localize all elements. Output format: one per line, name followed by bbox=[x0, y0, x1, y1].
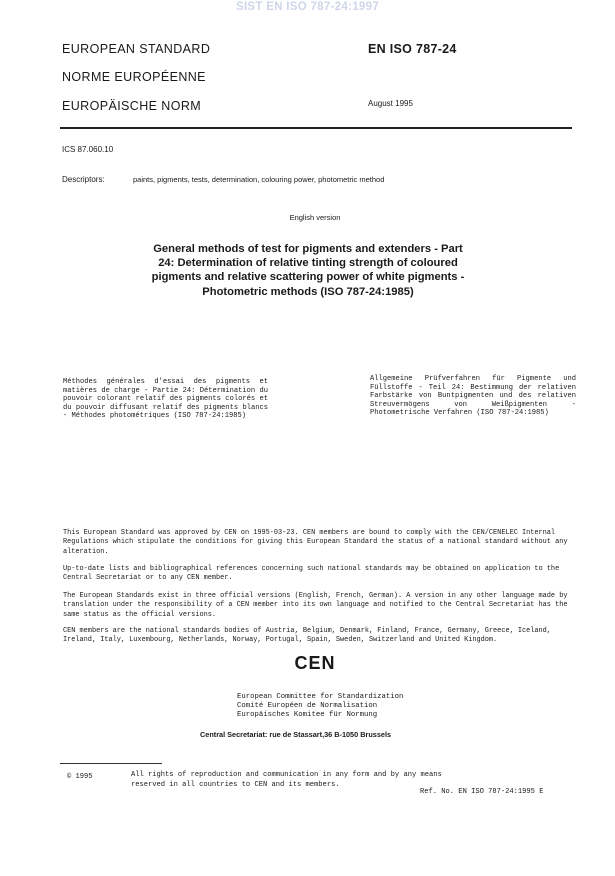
rights-statement: All rights of reproduction and communication in any form and by any means reserved in all countries to CEN and its members. bbox=[131, 771, 442, 789]
members-paragraph: CEN members are the national standards bodies of Austria, Belgium, Denmark, Finland, France, Germany, Greece, Iceland, Ireland, Italy, Luxembourg, Netherlands, Norway, Portugal, Spain, Sweden, Switzerland and United Kingdom. bbox=[63, 627, 551, 645]
committee-names bbox=[237, 693, 403, 721]
document-watermark: SIST EN ISO 787-24:1997 bbox=[235, 1, 380, 13]
standard-name-de: EUROPÄISCHE NORM bbox=[62, 99, 202, 113]
standard-name-en: EUROPEAN STANDARD bbox=[62, 42, 211, 56]
document-title: General methods of test for pigments and extenders - Part 24: Determination of relative tinting strength of coloured pigments and relative scattering power of white pigments - Photometric methods (ISO 787-24:1985) bbox=[151, 243, 465, 298]
secretariat-address: Central Secretariat: rue de Stassart,36 B-1050 Brussels bbox=[200, 730, 392, 739]
publication-date: August 1995 bbox=[368, 99, 413, 108]
descriptors-label: Descriptors: bbox=[62, 175, 105, 184]
footer-divider bbox=[60, 763, 162, 764]
reference-number: Ref. No. EN ISO 787-24:1995 E bbox=[420, 788, 544, 796]
language-version: English version bbox=[289, 213, 341, 222]
committee-name-en: European Committee for Standardization bbox=[237, 693, 404, 701]
standard-code: EN ISO 787-24 bbox=[368, 42, 457, 56]
title-german: Allgemeine Prüfverfahren für Pigmente und Füllstoffe - Teil 24: Bestimmung der relativen Farbstärke von Buntpigmenten und des relativen Streuvermögens von Weißpigmenten - Photometrische Verfahren (ISO 787-24:1985) bbox=[370, 375, 576, 418]
standard-name-fr: NORME EUROPÉENNE bbox=[62, 70, 206, 84]
title-french: Méthodes générales d'essai des pigments et matières de charge - Partie 24: Détermination du pouvoir colorant relatif des pigments colorés et du pouvoir diffusant relatif des pigments blancs - Méthodes photométriques (ISO 787-24:1985) bbox=[63, 378, 268, 421]
committee-name-fr: Comité Européen de Normalisation bbox=[237, 702, 378, 711]
descriptors-text: paints, pigments, tests, determination, colouring power, photometric method bbox=[133, 175, 385, 184]
approval-paragraph: This European Standard was approved by CEN on 1995-03-23. CEN members are bound to comply with the CEN/CENELEC Internal Regulations which stipulate the conditions for giving this European Standard the status of a national standard without any alteration. bbox=[63, 529, 568, 556]
ics-code: ICS 87.060.10 bbox=[62, 145, 114, 154]
references-paragraph: Up-to-date lists and bibliographical references concerning such national standards may be obtained on application to the Central Secretariat or to any CEN member. bbox=[63, 565, 560, 583]
header-divider bbox=[60, 127, 572, 129]
committee-name-de: Europäisches Komitee für Normung bbox=[237, 711, 378, 720]
copyright-year: © 1995 bbox=[67, 773, 93, 781]
cen-logo: CEN bbox=[294, 653, 336, 673]
versions-paragraph: The European Standards exist in three official versions (English, French, German). A version in any other language made by translation under the responsibility of a CEN member into its own language and notified to the Central Secretariat has the same status as the official versions. bbox=[63, 592, 568, 619]
